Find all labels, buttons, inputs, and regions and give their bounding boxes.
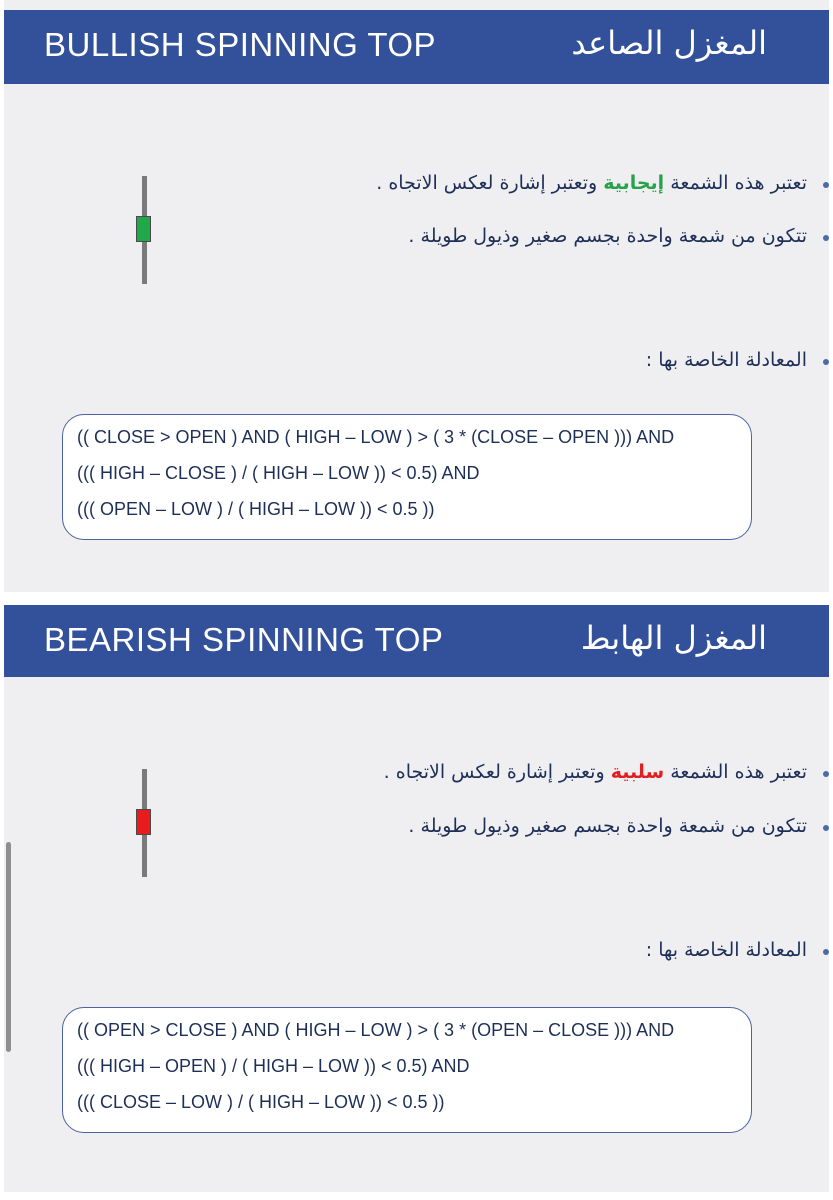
bullet-signal-pre: تعتبر هذه الشمعة [664, 761, 807, 783]
formula-line: (( OPEN > CLOSE ) AND ( HIGH – LOW ) > ( 3 * (OPEN – CLOSE ))) AND [77, 1020, 675, 1040]
bullet-formation: تتكون من شمعة واحدة بجسم صغير وذيول طويلة . [408, 225, 807, 247]
bearish-candle-icon [134, 769, 154, 877]
bullet-formula-label: المعادلة الخاصة بها : [645, 349, 807, 371]
title-arabic: المغزل الصاعد [571, 24, 767, 62]
formula-line: (( CLOSE > OPEN ) AND ( HIGH – LOW ) > ( 3 * (CLOSE – OPEN ))) AND [77, 427, 675, 447]
candle-body [136, 809, 151, 835]
bullet-signal-pre: تعتبر هذه الشمعة [664, 172, 807, 194]
formula-line: ((( HIGH – CLOSE ) / ( HIGH – LOW )) < 0.5) AND [77, 463, 480, 483]
formula-line: ((( OPEN – LOW ) / ( HIGH – LOW )) < 0.5 )) [77, 499, 435, 519]
formula-line: ((( HIGH – OPEN ) / ( HIGH – LOW )) < 0.5) AND [77, 1056, 470, 1076]
bullet-signal-post: وتعتبر إشارة لعكس الاتجاه . [383, 761, 611, 783]
formula-line: ((( CLOSE – LOW ) / ( HIGH – LOW )) < 0.5 )) [77, 1092, 445, 1112]
title-english: BULLISH SPINNING TOP [44, 26, 437, 63]
bullish-slide [4, 0, 829, 592]
scrollbar[interactable] [6, 842, 11, 1052]
bullet-signal [376, 172, 807, 194]
formula-box [62, 1007, 752, 1133]
bullish-candle-icon [134, 176, 154, 284]
formula-box [62, 414, 752, 540]
bullet-formula-label: المعادلة الخاصة بها : [645, 939, 807, 961]
bullet-signal-highlight: إيجابية [603, 172, 665, 194]
slide-header [4, 10, 829, 84]
bullet-formation: تتكون من شمعة واحدة بجسم صغير وذيول طويلة . [408, 815, 807, 837]
bullet-signal-post: وتعتبر إشارة لعكس الاتجاه . [376, 172, 604, 194]
bullet-signal [384, 761, 807, 783]
title-arabic: المغزل الهابط [580, 619, 767, 657]
bullet-signal-highlight: سلبية [610, 761, 665, 783]
title-english: BEARISH SPINNING TOP [44, 621, 444, 658]
bearish-slide [4, 605, 829, 1192]
slide-header [4, 605, 829, 677]
candle-body [136, 216, 151, 242]
